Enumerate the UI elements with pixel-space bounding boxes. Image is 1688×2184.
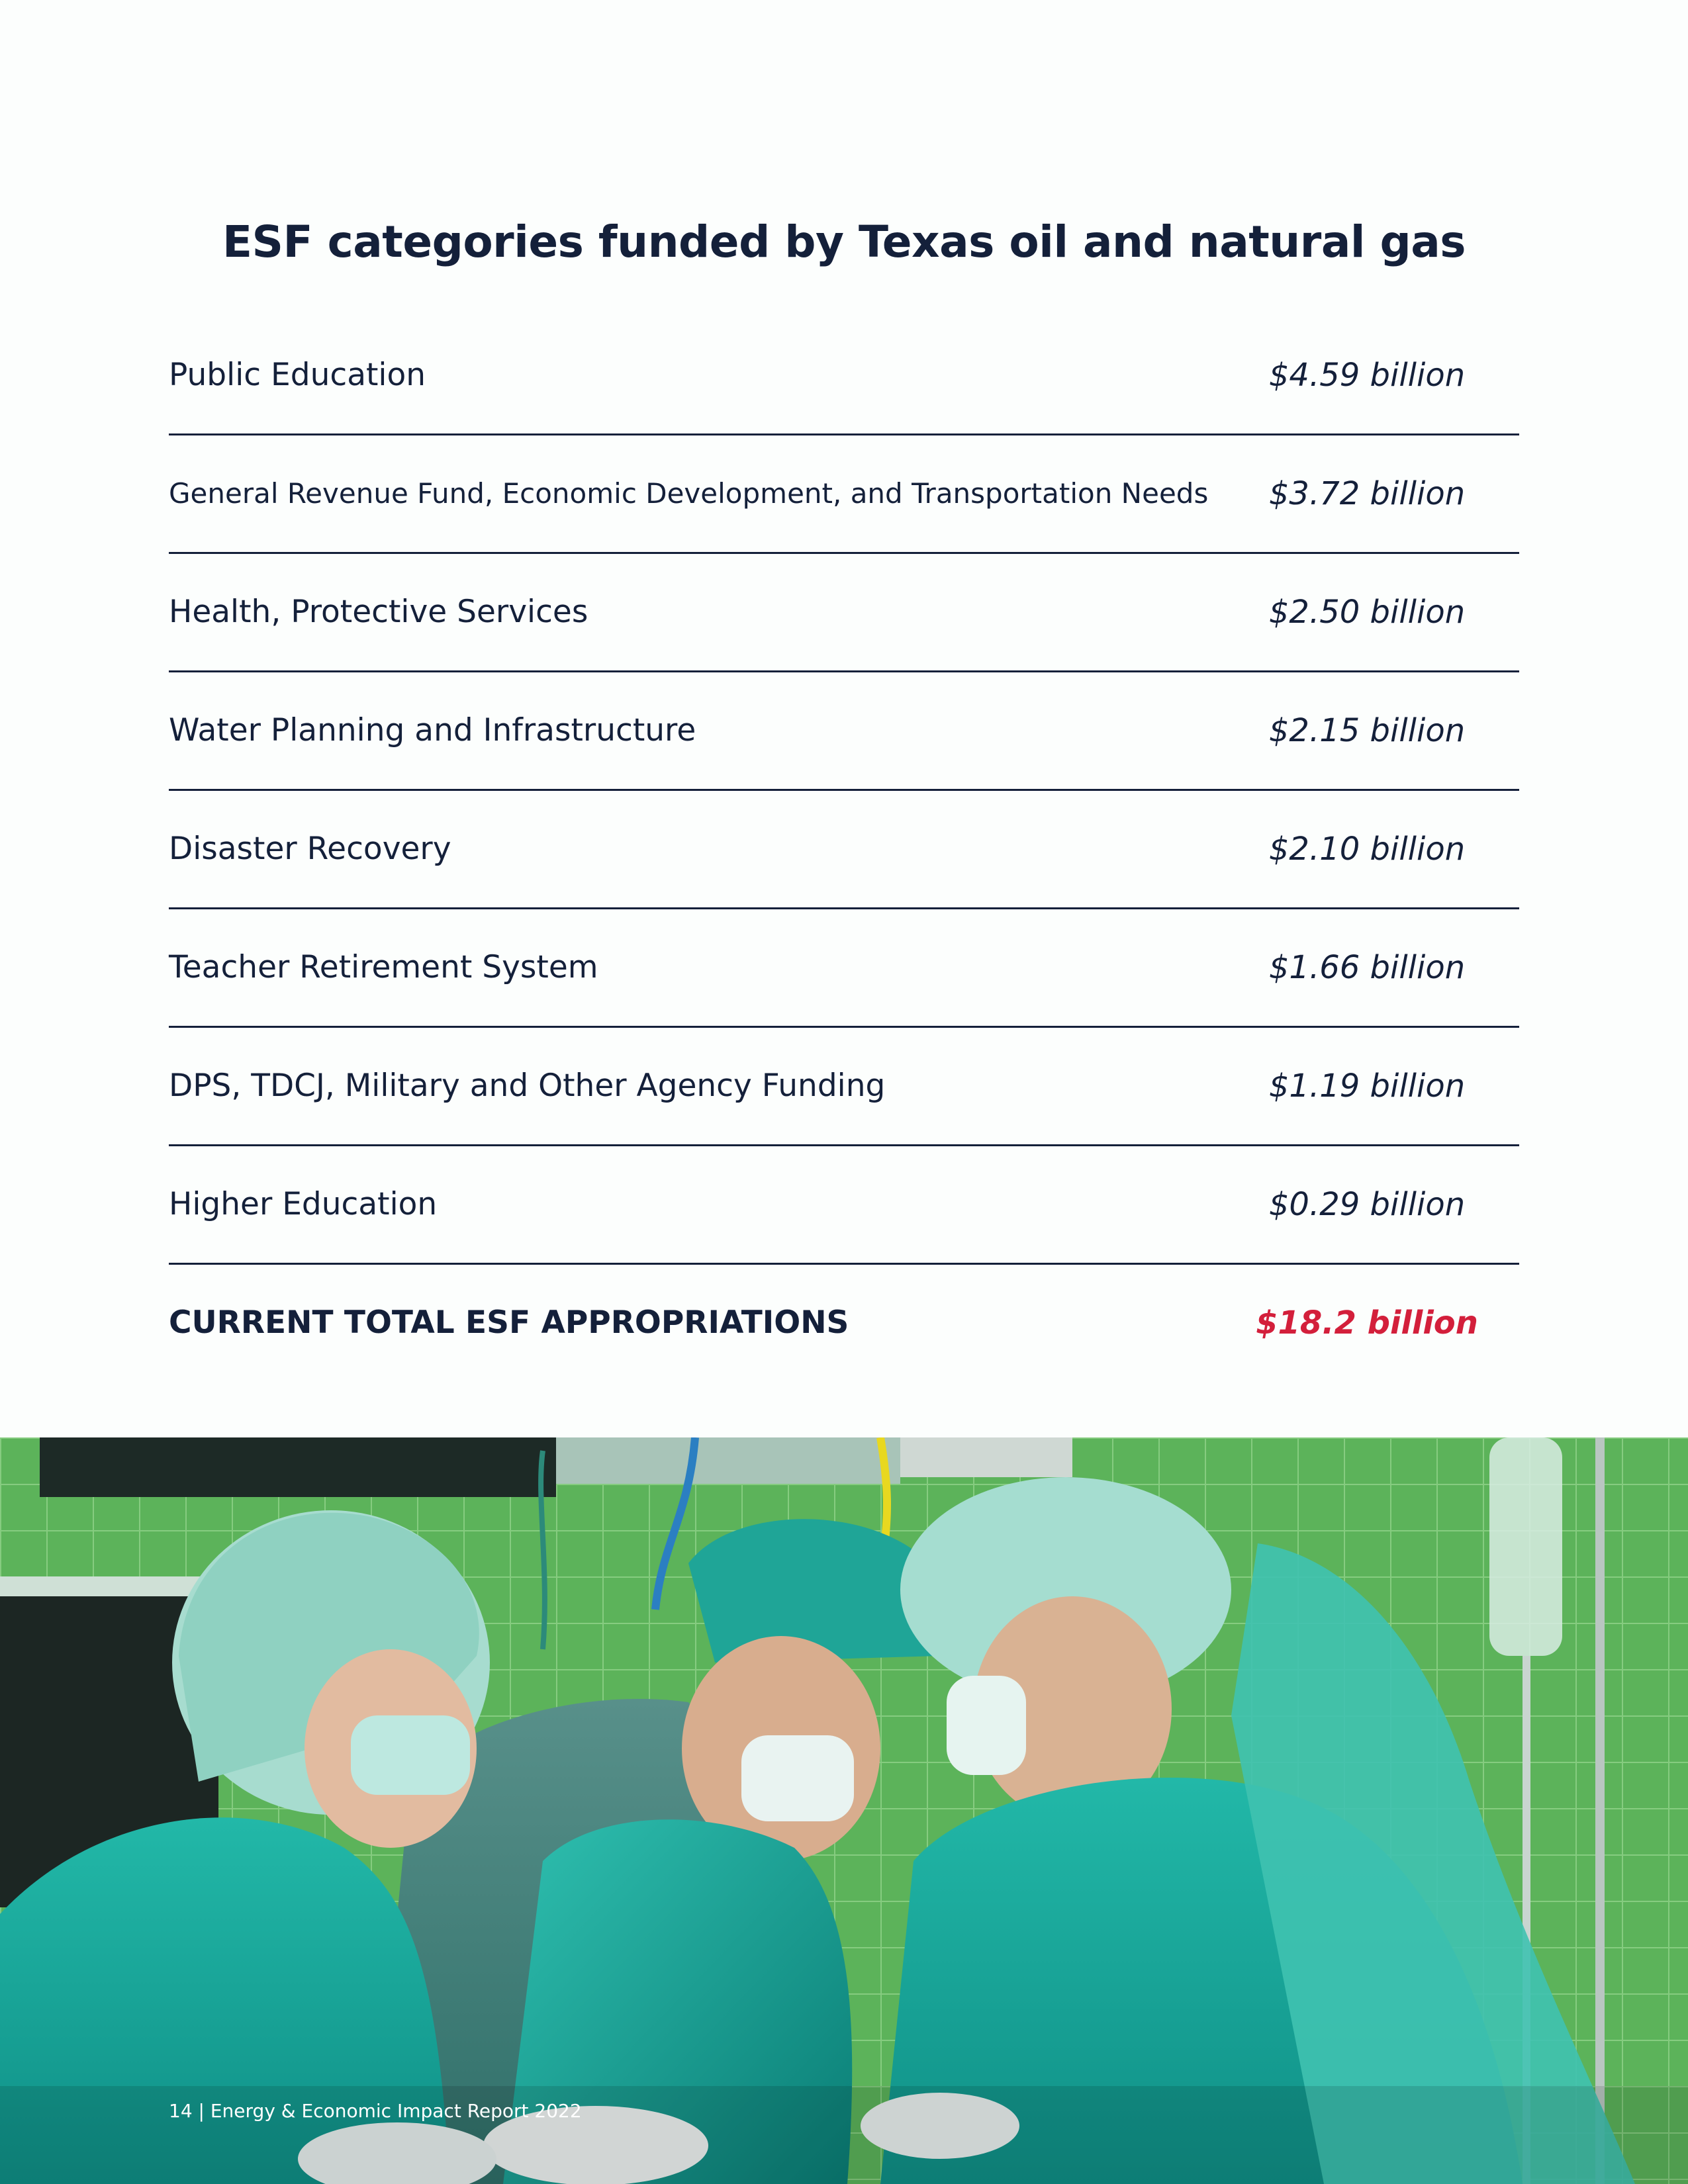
table-row (169, 909, 1519, 1028)
page-footer: 14 | Energy & Economic Impact Report 2022 (169, 2100, 582, 2122)
table-row (169, 672, 1519, 791)
category-amount: $2.10 billion (1268, 831, 1466, 868)
table-row (169, 317, 1519, 435)
category-label: Health, Protective Services (169, 594, 588, 630)
category-amount: $0.29 billion (1268, 1186, 1466, 1223)
total-amount: $18.2 billion (1256, 1304, 1478, 1342)
category-label: Water Planning and Infrastructure (169, 712, 696, 749)
category-amount: $1.19 billion (1268, 1068, 1466, 1105)
category-label: Public Education (169, 357, 426, 393)
category-amount: $2.50 billion (1268, 594, 1466, 631)
table-row (169, 791, 1519, 909)
category-amount: $4.59 billion (1268, 357, 1466, 394)
total-row (169, 1265, 1519, 1381)
page-title: ESF categories funded by Texas oil and natural gas (222, 216, 1466, 267)
esf-table (169, 317, 1519, 1381)
surgery-photo (0, 1437, 1688, 2184)
total-label: CURRENT TOTAL ESF APPROPRIATIONS (169, 1304, 849, 1341)
category-label: Higher Education (169, 1186, 438, 1222)
category-label: Disaster Recovery (169, 831, 451, 867)
category-amount: $1.66 billion (1268, 949, 1466, 986)
category-amount: $3.72 billion (1268, 475, 1466, 512)
category-label: DPS, TDCJ, Military and Other Agency Funding (169, 1068, 886, 1104)
table-row (169, 554, 1519, 672)
category-amount: $2.15 billion (1268, 712, 1466, 749)
category-label: General Revenue Fund, Economic Development, and Transportation Needs (169, 477, 1209, 510)
table-row (169, 1028, 1519, 1146)
table-row (169, 1146, 1519, 1265)
category-label: Teacher Retirement System (169, 949, 598, 985)
table-row (169, 435, 1519, 554)
